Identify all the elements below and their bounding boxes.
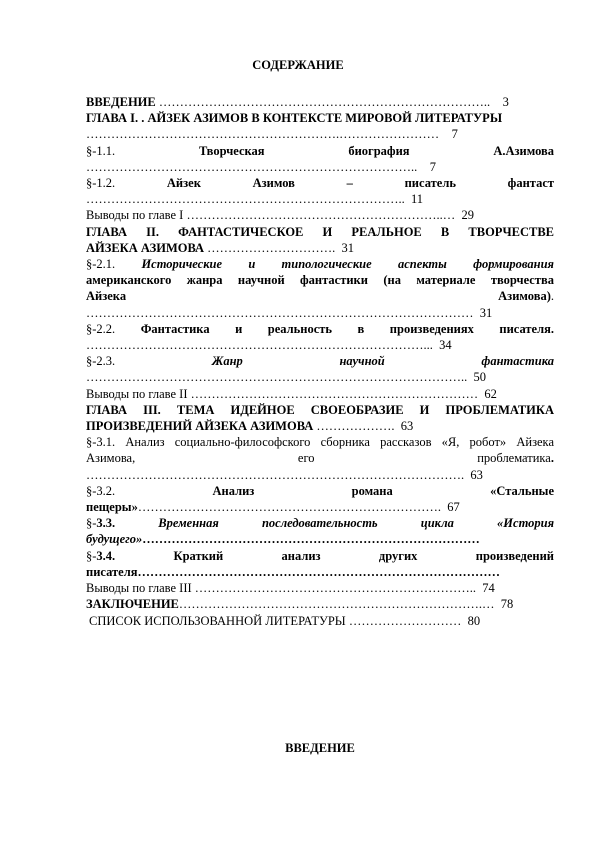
toc-entry-label: пещеры» [86, 500, 138, 515]
toc-entry-punctuation: . [550, 451, 554, 466]
toc-entry-label: АЙЗЕКА АЗИМОВА [86, 240, 205, 255]
toc-section-number: 3.4. [96, 548, 116, 563]
toc-entry-section-3-1[interactable] [86, 434, 554, 483]
toc-entry-intro[interactable] [86, 94, 554, 110]
toc-leader-dots: ……………………………………………………………………………….. [86, 370, 468, 385]
toc-entry-section-2-1[interactable] [86, 256, 554, 321]
toc-entry-label: американского жанра научной фантастики (на материале творчества [86, 273, 554, 288]
toc-entry-label: ЗАКЛЮЧЕНИЕ [86, 597, 179, 612]
section-heading-intro: ВВЕДЕНИЕ [285, 741, 355, 755]
toc-page-number: 34 [439, 338, 452, 353]
toc-entry-conclusion-1[interactable] [86, 207, 554, 223]
toc-section-number: §-2.1. [86, 257, 116, 272]
toc-entry-section-3-2[interactable] [86, 483, 554, 515]
toc-leader-dots: ………………………………………………………………. [137, 500, 441, 515]
toc-entry-label-word: последовательность [261, 516, 378, 531]
toc-entry-label-word: фантаст [507, 176, 554, 191]
toc-entry-section-2-3[interactable] [86, 353, 554, 385]
toc-page-number: 62 [484, 386, 497, 401]
toc-leader-dots: ………………………………………………………………………………. [86, 467, 465, 482]
toc-entry-label: будущего» [86, 532, 143, 547]
toc-leader-dots: ………………………………………………………………………………… [86, 305, 474, 320]
toc-entry-label-word: произведений [475, 548, 554, 563]
toc-page-number: 31 [341, 240, 355, 255]
toc-entry-conclusion-2[interactable] [86, 386, 554, 402]
toc-page-number: 63 [470, 467, 483, 482]
toc-entry-label: ГЛАВА III. ТЕМА ИДЕЙНОЕ СВОЕОБРАЗИЕ И ПРОБЛЕМАТИКА [86, 402, 554, 417]
toc-page-number: 11 [411, 192, 424, 207]
toc-entry-label: Исторические и типологические аспекты формирования [141, 257, 554, 272]
toc-page-number: 63 [400, 419, 414, 434]
toc-section-number: 3.3. [96, 516, 116, 531]
toc-entry-label-word: Творческая [198, 143, 265, 158]
toc-entry-final-conclusion[interactable] [86, 596, 554, 612]
toc-leader-dots: ……………………………………………………..… [183, 208, 456, 223]
toc-entry-label: Выводы по главе I [86, 208, 184, 223]
toc-title: СОДЕРЖАНИЕ [252, 58, 344, 72]
toc-entry-label: Выводы по главе III [86, 581, 192, 596]
toc-entry-label-word: Айзек [166, 176, 201, 191]
toc-section-number: §- [86, 548, 97, 563]
toc-entry-label-word: анализ [281, 548, 321, 563]
toc-page-number: 67 [447, 500, 460, 515]
toc-leader-dots: ……………………… [345, 613, 462, 628]
toc-entry-label-word: Анализ [212, 483, 255, 498]
toc-entry-label-word: «Стальные [490, 483, 554, 498]
toc-leader-dots: …………………………………………………………………….. [155, 95, 491, 109]
toc-entry-conclusion-3[interactable] [86, 580, 554, 596]
toc-leader-dots: …………………………. [204, 240, 336, 255]
toc-entry-label: Выводы по главе II [86, 386, 188, 401]
toc-entry-label: ВВЕДЕНИЕ [86, 95, 156, 109]
toc-leader-dots: ………………………………………………………………………... [86, 338, 433, 353]
toc-page-number: 3 [502, 95, 509, 109]
toc-section-number: §-1.1. [86, 143, 116, 158]
toc-page-number: 50 [473, 370, 486, 385]
toc-leader-dots: …………………………………………………………… [187, 386, 479, 401]
toc-entry-label-word: Айзека [86, 289, 127, 304]
toc-entry-chapter-2[interactable] [86, 224, 554, 256]
toc-entry-label: ПРОИЗВЕДЕНИЙ АЙЗЕКА АЗИМОВА [86, 419, 314, 434]
toc-page-number: 31 [479, 305, 493, 320]
toc-entry-label-word: Краткий [173, 548, 224, 563]
toc-entry-punctuation: . [550, 289, 554, 304]
toc-section-number: §-3.2. [86, 483, 116, 498]
toc-leader-dots: ……………………………………………………………………… [142, 532, 480, 547]
toc-entry-label-word: Азимова, [86, 451, 136, 466]
toc-entry-label-word: романа [351, 483, 393, 498]
toc-entry-label-word: Азимова) [498, 289, 551, 304]
toc-entry-label-word: других [378, 548, 418, 563]
toc-entry-label: ГЛАВА II. ФАНТАСТИЧЕСКОЕ И РЕАЛЬНОЕ В ТВОРЧЕСТВЕ [86, 224, 554, 239]
toc-entry-label-word: писатель [404, 176, 456, 191]
toc-leader-dots: ………………. [313, 419, 395, 434]
toc-entry-references[interactable] [86, 613, 554, 629]
toc-entry-label-word: Временная [158, 516, 219, 531]
toc-section-number: §-2.2. [86, 321, 116, 336]
toc-leader-dots: ………………………………………………………………….. [86, 192, 405, 207]
toc-entry-label-word: А.Азимова [493, 143, 554, 158]
toc-entry-label: §-3.1. Анализ социально-философского сборника рассказов «Я, робот» Айзека [86, 435, 554, 450]
toc-leader-dots: ……………………………………………………………….… [178, 597, 495, 612]
toc-entry-label-word: фантастика [481, 354, 554, 369]
toc-page-number: 7 [451, 127, 458, 142]
toc-entry-section-1-1[interactable] [86, 143, 554, 175]
toc-entry-section-2-2[interactable] [86, 321, 554, 353]
toc-leader-dots: …………………………………………………….…………………… [86, 127, 440, 142]
toc-entry-label-word: – [346, 176, 353, 191]
toc-entry-label-word: биография [348, 143, 410, 158]
toc-entry-section-3-4[interactable] [86, 548, 554, 580]
toc-entry-section-1-2[interactable] [86, 175, 554, 207]
toc-entry-label-word: проблематика [477, 451, 551, 466]
toc-section-number: §-1.2. [86, 176, 116, 191]
toc-page-number: 29 [461, 208, 474, 223]
toc-entry-label-word: Жанр [211, 354, 243, 369]
toc-entry-label: Фантастика и реальность в произведениях писателя. [140, 321, 554, 336]
toc-section-number: §-2.3. [86, 354, 116, 369]
toc-leader-dots: …………………………………………………………………….. [86, 159, 418, 174]
toc-entry-label-word: его [297, 451, 315, 466]
toc-entry-label-word: Азимов [252, 176, 295, 191]
toc-entry-label: ГЛАВА I. . АЙЗЕК АЗИМОВ В КОНТЕКСТЕ МИРОВОЙ ЛИТЕРАТУРЫ [86, 111, 503, 126]
toc-entry-chapter-1[interactable] [86, 110, 554, 142]
toc-entry-chapter-3[interactable] [86, 402, 554, 434]
toc-entry-section-3-3[interactable] [86, 515, 554, 547]
toc-entry-label: СПИСОК ИСПОЛЬЗОВАННОЙ ЛИТЕРАТУРЫ [89, 613, 346, 628]
toc-leader-dots: …………………………………………………………………………… [137, 564, 500, 579]
toc-entry-label: писателя [86, 564, 138, 579]
toc-page-number: 7 [429, 159, 436, 174]
toc-entry-label-word: «История [497, 516, 554, 531]
table-of-contents [86, 94, 554, 629]
toc-section-number: §- [86, 516, 97, 531]
toc-leader-dots: ………………………………………………………….. [191, 581, 477, 596]
toc-page-number: 78 [500, 597, 514, 612]
toc-entry-label-word: цикла [420, 516, 454, 531]
toc-page-number: 80 [467, 613, 481, 628]
toc-page-number: 74 [482, 581, 495, 596]
toc-entry-label-word: научной [339, 354, 385, 369]
